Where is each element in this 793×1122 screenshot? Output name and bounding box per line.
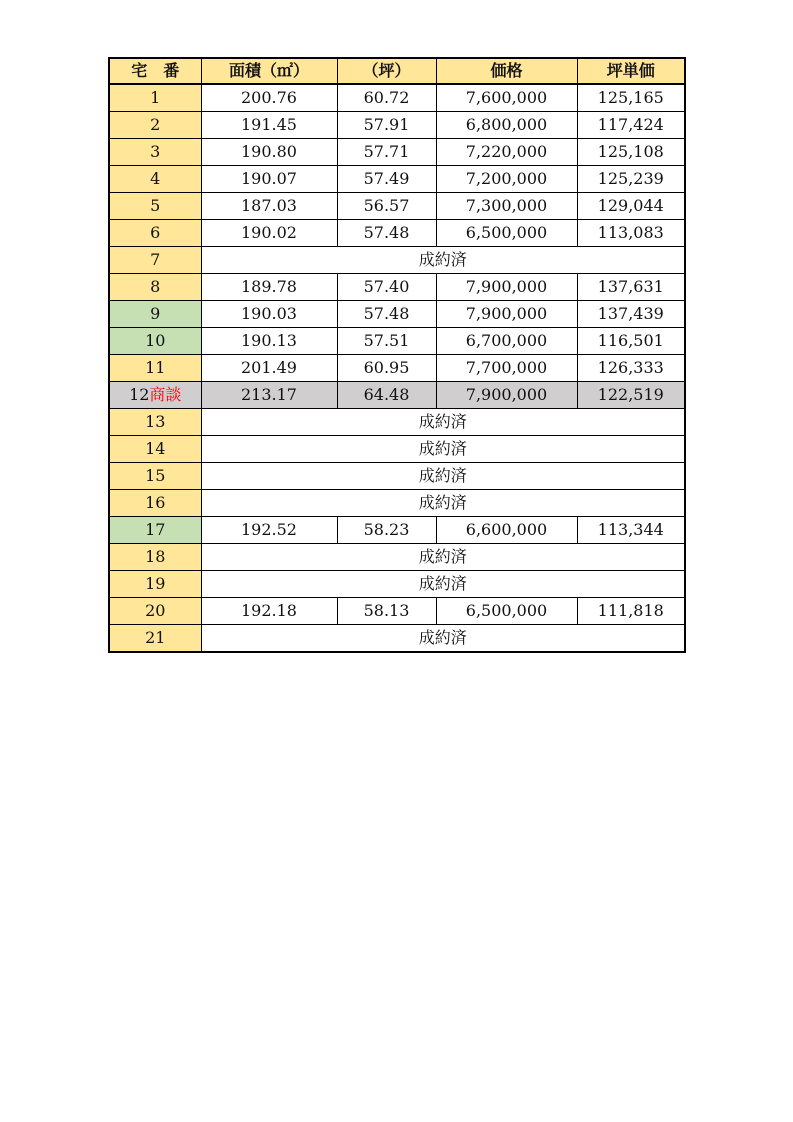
sold-status: 成約済 bbox=[201, 409, 685, 436]
lot-number-cell bbox=[109, 571, 201, 598]
header-area-tsubo: （坪） bbox=[337, 58, 436, 84]
lot-number: 9 bbox=[150, 304, 161, 323]
area-tsubo-cell: 58.13 bbox=[337, 598, 436, 625]
lot-number: 17 bbox=[145, 520, 166, 539]
lot-number-cell bbox=[109, 274, 201, 301]
sold-status: 成約済 bbox=[201, 463, 685, 490]
lot-number: 1 bbox=[150, 88, 161, 107]
table-row bbox=[109, 571, 685, 598]
table-row bbox=[109, 301, 685, 328]
lot-number: 18 bbox=[145, 547, 166, 566]
price-cell: 7,700,000 bbox=[436, 355, 577, 382]
sold-status: 成約済 bbox=[201, 571, 685, 598]
area-sqm-cell: 190.13 bbox=[201, 328, 337, 355]
table-row bbox=[109, 490, 685, 517]
header-price: 価格 bbox=[436, 58, 577, 84]
lot-number-cell bbox=[109, 84, 201, 112]
table-row bbox=[109, 274, 685, 301]
header-area-sqm: 面積（㎡） bbox=[201, 58, 337, 84]
area-sqm-cell: 192.52 bbox=[201, 517, 337, 544]
area-tsubo-cell: 57.71 bbox=[337, 139, 436, 166]
area-sqm-cell: 189.78 bbox=[201, 274, 337, 301]
header-tsubo-unit-price: 坪単価 bbox=[577, 58, 685, 84]
lot-number: 20 bbox=[145, 601, 166, 620]
lot-number: 5 bbox=[150, 196, 161, 215]
table-row bbox=[109, 598, 685, 625]
unit-price-cell: 122,519 bbox=[577, 382, 685, 409]
lot-number-cell bbox=[109, 166, 201, 193]
sold-status: 成約済 bbox=[201, 544, 685, 571]
lot-number: 19 bbox=[145, 574, 166, 593]
table-row bbox=[109, 409, 685, 436]
unit-price-cell: 111,818 bbox=[577, 598, 685, 625]
lot-number: 21 bbox=[145, 628, 166, 647]
lot-number-cell bbox=[109, 355, 201, 382]
table-row bbox=[109, 382, 685, 409]
unit-price-cell: 125,108 bbox=[577, 139, 685, 166]
table-row bbox=[109, 84, 685, 112]
lot-number-cell bbox=[109, 517, 201, 544]
header-lot-number: 宅 番 bbox=[109, 58, 201, 84]
lot-number: 15 bbox=[145, 466, 166, 485]
area-sqm-cell: 192.18 bbox=[201, 598, 337, 625]
price-cell: 7,900,000 bbox=[436, 301, 577, 328]
lot-number-cell bbox=[109, 598, 201, 625]
unit-price-cell: 125,239 bbox=[577, 166, 685, 193]
table-row bbox=[109, 328, 685, 355]
lot-number: 2 bbox=[150, 115, 161, 134]
table-row bbox=[109, 247, 685, 274]
lot-number: 10 bbox=[145, 331, 166, 350]
table-row bbox=[109, 355, 685, 382]
area-sqm-cell: 187.03 bbox=[201, 193, 337, 220]
lot-number-cell bbox=[109, 139, 201, 166]
lot-number: 13 bbox=[145, 412, 166, 431]
price-cell: 6,800,000 bbox=[436, 112, 577, 139]
area-sqm-cell: 190.80 bbox=[201, 139, 337, 166]
lot-number: 16 bbox=[145, 493, 166, 512]
unit-price-cell: 129,044 bbox=[577, 193, 685, 220]
price-cell: 7,220,000 bbox=[436, 139, 577, 166]
area-sqm-cell: 200.76 bbox=[201, 84, 337, 112]
area-tsubo-cell: 60.72 bbox=[337, 84, 436, 112]
table-body bbox=[109, 84, 685, 652]
lot-number-cell bbox=[109, 490, 201, 517]
lot-number-cell bbox=[109, 463, 201, 490]
unit-price-cell: 116,501 bbox=[577, 328, 685, 355]
sold-status: 成約済 bbox=[201, 247, 685, 274]
area-tsubo-cell: 57.48 bbox=[337, 301, 436, 328]
sold-status: 成約済 bbox=[201, 436, 685, 463]
lot-number-cell bbox=[109, 220, 201, 247]
table-row bbox=[109, 544, 685, 571]
lot-number-cell bbox=[109, 382, 201, 409]
area-tsubo-cell: 57.48 bbox=[337, 220, 436, 247]
lot-number-cell bbox=[109, 112, 201, 139]
price-cell: 6,600,000 bbox=[436, 517, 577, 544]
area-sqm-cell: 191.45 bbox=[201, 112, 337, 139]
area-sqm-cell: 201.49 bbox=[201, 355, 337, 382]
price-cell: 7,300,000 bbox=[436, 193, 577, 220]
price-cell: 7,600,000 bbox=[436, 84, 577, 112]
lot-number: 4 bbox=[150, 169, 161, 188]
price-cell: 6,500,000 bbox=[436, 220, 577, 247]
unit-price-cell: 137,631 bbox=[577, 274, 685, 301]
lot-number-cell bbox=[109, 625, 201, 653]
lot-number-cell bbox=[109, 409, 201, 436]
area-sqm-cell: 190.07 bbox=[201, 166, 337, 193]
lot-price-table bbox=[108, 57, 686, 653]
lot-number: 7 bbox=[150, 250, 161, 269]
unit-price-cell: 126,333 bbox=[577, 355, 685, 382]
lot-number: 6 bbox=[150, 223, 161, 242]
table-row bbox=[109, 463, 685, 490]
unit-price-cell: 137,439 bbox=[577, 301, 685, 328]
price-cell: 6,500,000 bbox=[436, 598, 577, 625]
lot-number: 14 bbox=[145, 439, 166, 458]
header-row bbox=[109, 58, 685, 84]
lot-number-cell bbox=[109, 301, 201, 328]
lot-number-cell bbox=[109, 193, 201, 220]
table-row bbox=[109, 166, 685, 193]
area-tsubo-cell: 57.49 bbox=[337, 166, 436, 193]
table-row bbox=[109, 625, 685, 653]
price-cell: 7,900,000 bbox=[436, 274, 577, 301]
table-row bbox=[109, 517, 685, 544]
area-tsubo-cell: 58.23 bbox=[337, 517, 436, 544]
lot-number: 11 bbox=[145, 358, 166, 377]
table-row bbox=[109, 193, 685, 220]
area-tsubo-cell: 64.48 bbox=[337, 382, 436, 409]
lot-number-cell bbox=[109, 328, 201, 355]
table-row bbox=[109, 220, 685, 247]
table-row bbox=[109, 139, 685, 166]
sold-status: 成約済 bbox=[201, 625, 685, 653]
lot-number-cell bbox=[109, 436, 201, 463]
unit-price-cell: 113,083 bbox=[577, 220, 685, 247]
area-tsubo-cell: 57.51 bbox=[337, 328, 436, 355]
area-tsubo-cell: 57.91 bbox=[337, 112, 436, 139]
area-tsubo-cell: 56.57 bbox=[337, 193, 436, 220]
unit-price-cell: 117,424 bbox=[577, 112, 685, 139]
unit-price-cell: 125,165 bbox=[577, 84, 685, 112]
price-cell: 7,900,000 bbox=[436, 382, 577, 409]
area-sqm-cell: 190.03 bbox=[201, 301, 337, 328]
lot-number-cell bbox=[109, 544, 201, 571]
lot-number: 3 bbox=[150, 142, 161, 161]
sold-status: 成約済 bbox=[201, 490, 685, 517]
lot-number: 12 bbox=[129, 385, 150, 404]
negotiation-note: 商談 bbox=[149, 385, 182, 404]
lot-number-cell bbox=[109, 247, 201, 274]
price-cell: 6,700,000 bbox=[436, 328, 577, 355]
area-tsubo-cell: 57.40 bbox=[337, 274, 436, 301]
area-sqm-cell: 190.02 bbox=[201, 220, 337, 247]
lot-number: 8 bbox=[150, 277, 161, 296]
table-row bbox=[109, 112, 685, 139]
table-row bbox=[109, 436, 685, 463]
price-cell: 7,200,000 bbox=[436, 166, 577, 193]
unit-price-cell: 113,344 bbox=[577, 517, 685, 544]
area-tsubo-cell: 60.95 bbox=[337, 355, 436, 382]
area-sqm-cell: 213.17 bbox=[201, 382, 337, 409]
